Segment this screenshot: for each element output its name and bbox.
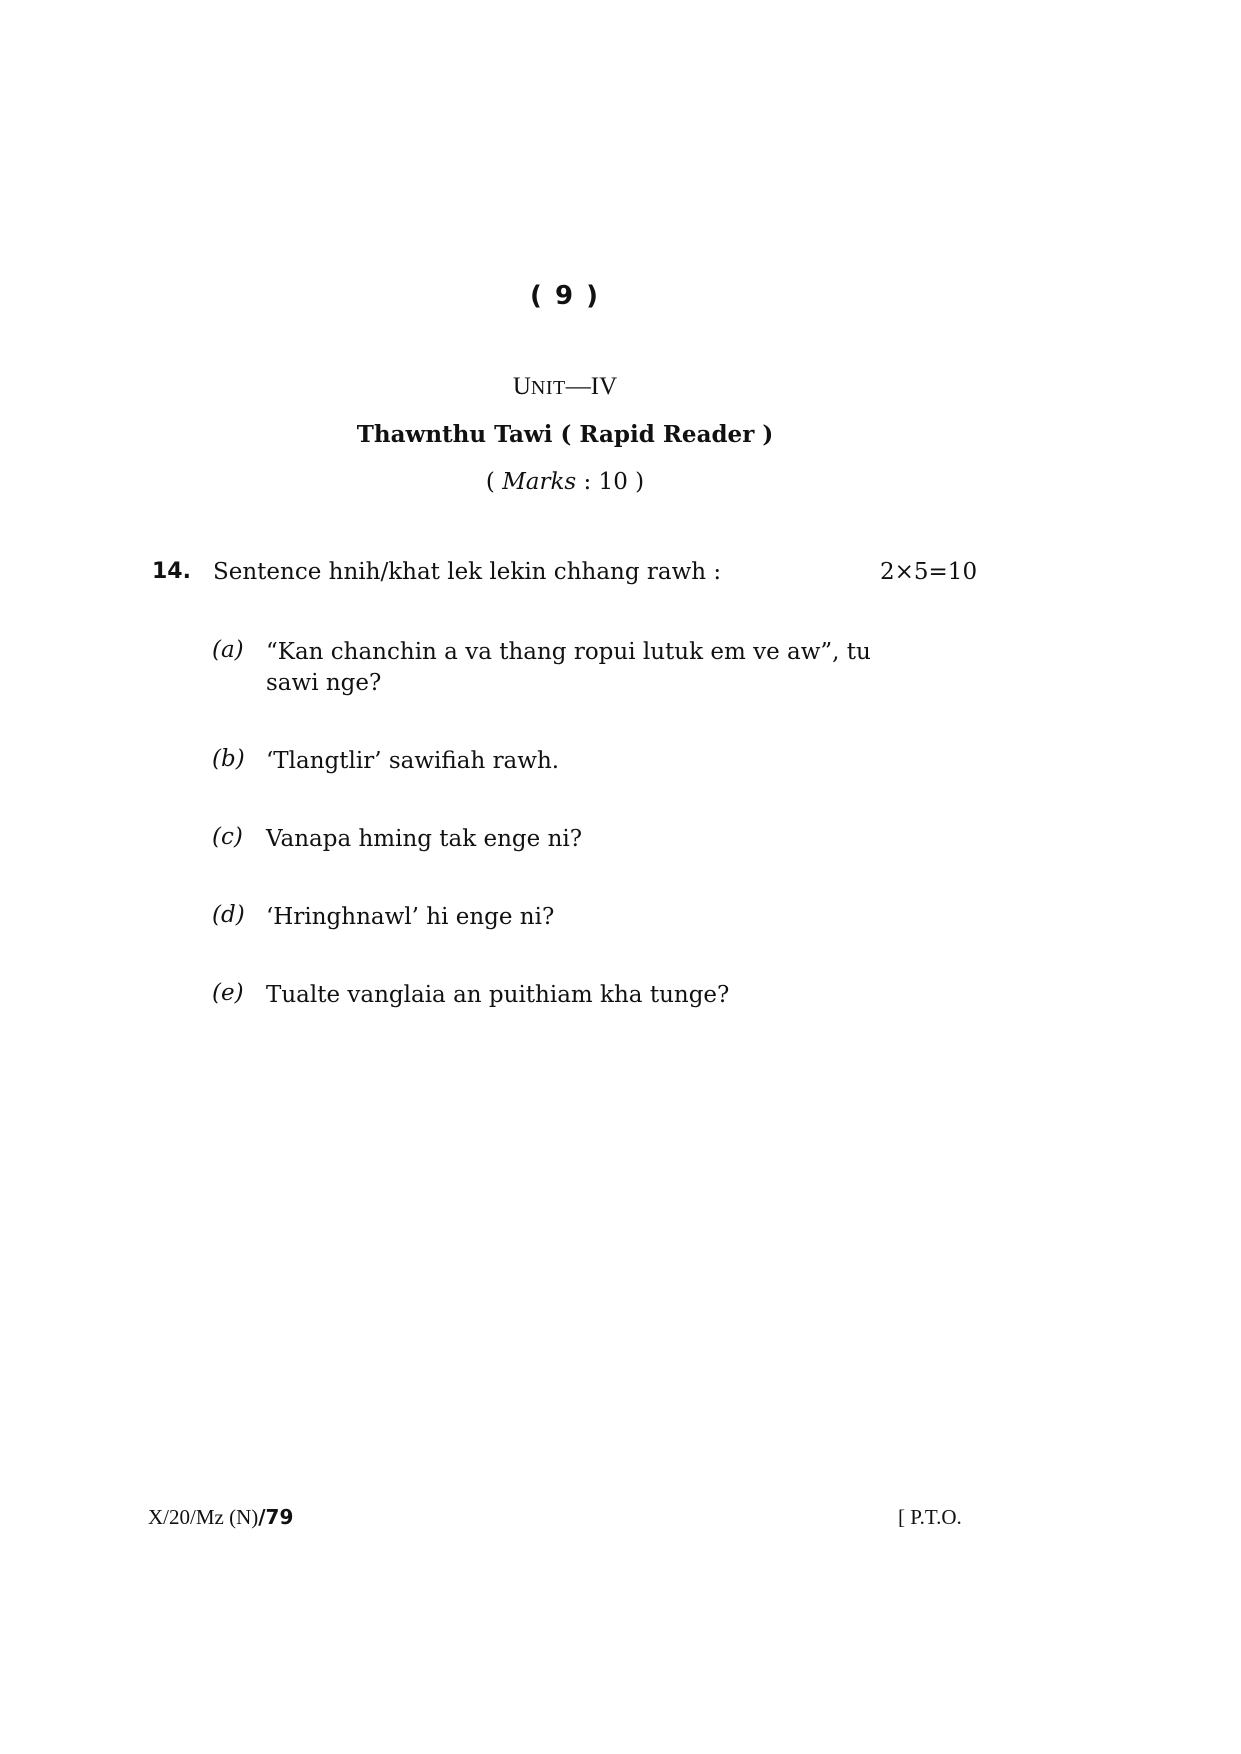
subpart-label-d: (d): [212, 902, 245, 928]
subpart-label-b: (b): [212, 746, 245, 772]
subpart-label-e: (e): [212, 980, 244, 1006]
subpart-text-a: “Kan chanchin a va thang ropui lutuk em ve aw”, tu sawi nge?: [266, 639, 871, 696]
unit-heading-initial: U: [512, 373, 531, 400]
subpart-text-c: Vanapa hming tak enge ni?: [266, 826, 583, 852]
unit-heading-numeral: —IV: [565, 373, 618, 400]
marks-value: : 10 ): [576, 469, 645, 495]
subpart-text-d: ‘Hringhnawl’ hi enge ni?: [266, 904, 555, 930]
marks-line: [0, 469, 1130, 495]
marks-label: Marks: [502, 469, 577, 495]
section-title: Thawnthu Tawi ( Rapid Reader ): [356, 421, 774, 448]
unit-heading-smallcaps: NIT: [530, 377, 566, 399]
question-marks: 2×5=10: [880, 559, 978, 585]
question-number: 14.: [152, 559, 191, 584]
subpart-text-b: ‘Tlangtlir’ sawifiah rawh.: [266, 748, 560, 774]
footer-paper-code: [148, 1505, 293, 1530]
subpart-label-a: (a): [212, 637, 244, 663]
unit-heading: [0, 373, 1130, 401]
marks-open: (: [485, 469, 503, 495]
footer-code-prefix: X/20/Mz (N): [148, 1505, 259, 1529]
subpart-label-c: (c): [212, 824, 243, 850]
footer-code-number: /79: [258, 1505, 294, 1529]
question-text: Sentence hnih/khat lek lekin chhang rawh :: [213, 559, 722, 585]
page-number: ( 9 ): [530, 281, 600, 311]
footer-pto: [ P.T.O.: [898, 1505, 962, 1529]
subpart-text-e: Tualte vanglaia an puithiam kha tunge?: [266, 982, 730, 1008]
